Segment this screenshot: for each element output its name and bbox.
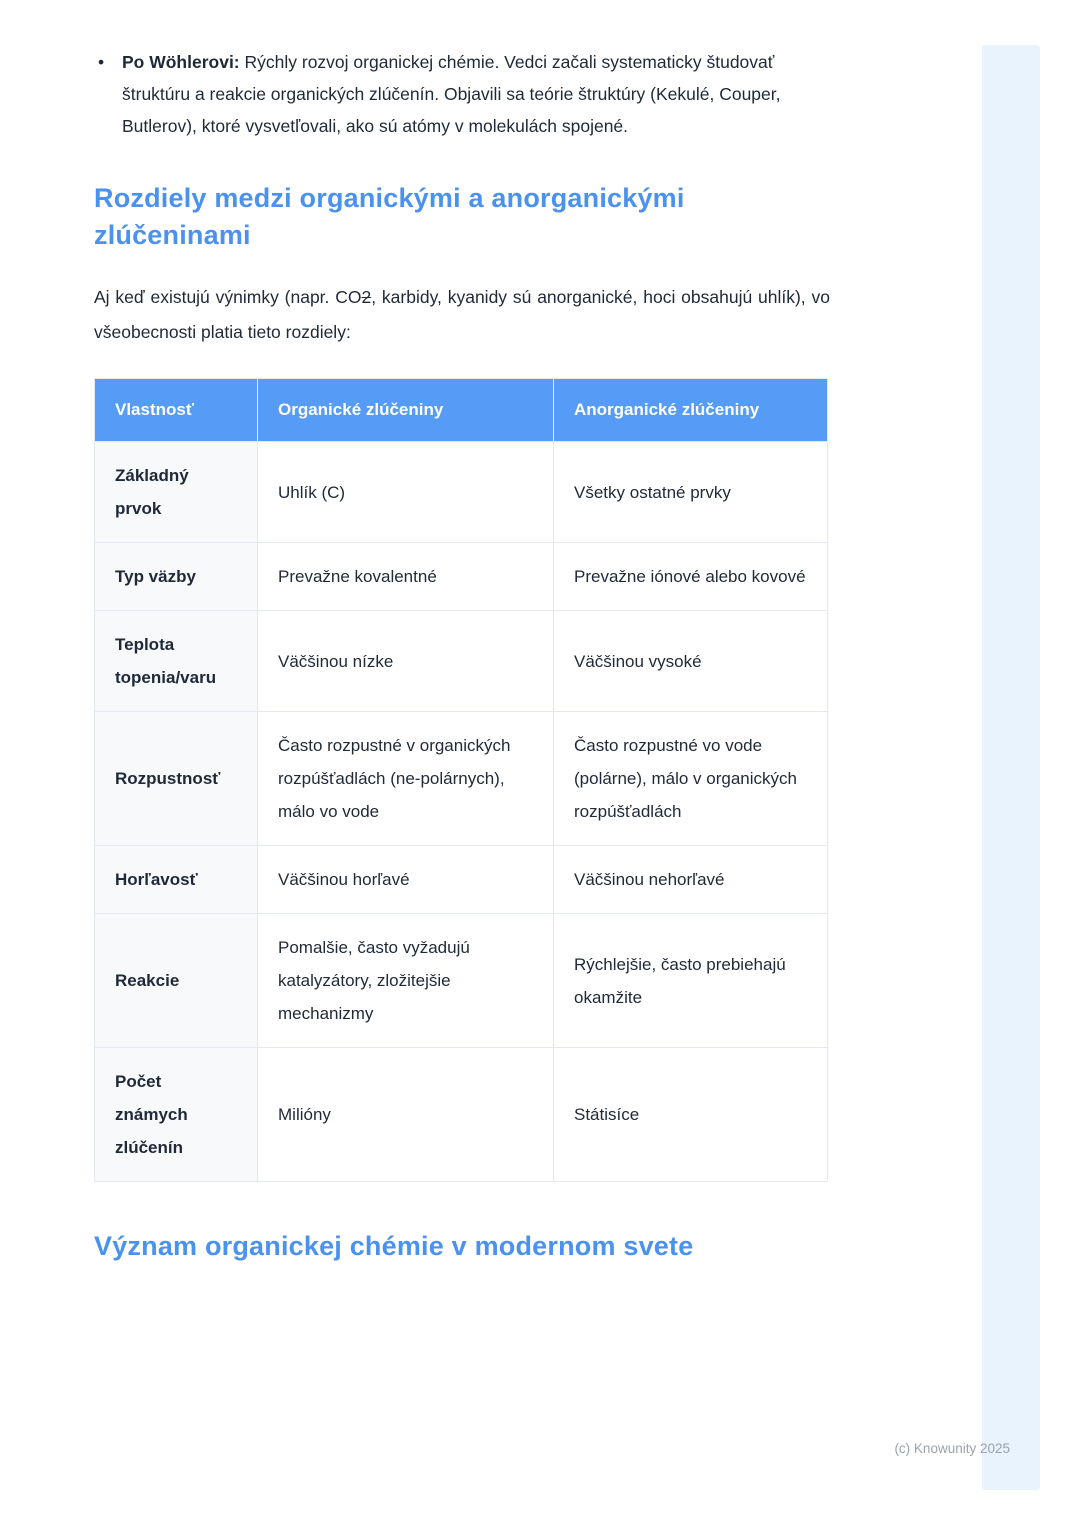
row-organic: Často rozpustné v organických rozpúšťadlách (ne-polárnych), málo vo vode [258,712,554,846]
row-inorganic: Státisíce [554,1048,828,1182]
bullet-text: Rýchly rozvoj organickej chémie. Vedci začali systematicky študovať štruktúru a reakcie organických zlúčenín. Objavili sa teórie štruktúry (Kekulé, Couper, Butlerov), ktoré vysvetľovali, ako sú atómy v molekulách spojené. [122,52,781,136]
table-row [95,1048,828,1182]
row-organic: Prevažne kovalentné [258,543,554,611]
row-property: Základný prvok [95,442,258,543]
table-row [95,846,828,914]
footer-copyright: (c) Knowunity 2025 [894,1441,1010,1456]
row-property: Typ väzby [95,543,258,611]
row-organic: Pomalšie, často vyžadujú katalyzátory, zložitejšie mechanizmy [258,914,554,1048]
table-row [95,712,828,846]
row-property: Horľavosť [95,846,258,914]
bullet-lead: Po Wöhlerovi: [122,52,240,72]
row-property: Počet známych zlúčenín [95,1048,258,1182]
row-inorganic: Prevažne iónové alebo kovové [554,543,828,611]
row-inorganic: Väčšinou vysoké [554,611,828,712]
table-row [95,543,828,611]
intro-text-pre: Aj keď existujú výnimky (napr. CO [94,287,362,307]
row-inorganic: Väčšinou nehorľavé [554,846,828,914]
table-header-inorganic: Anorganické zlúčeniny [554,379,828,442]
row-property: Rozpustnosť [95,712,258,846]
row-property: Reakcie [95,914,258,1048]
table-row [95,442,828,543]
table-row [95,914,828,1048]
document-content [94,46,830,1265]
comparison-table [94,378,828,1182]
row-organic: Väčšinou horľavé [258,846,554,914]
section-heading-differences: Rozdiely medzi organickými a anorganickými zlúčeninami [94,183,685,250]
row-organic: Väčšinou nízke [258,611,554,712]
bullet-item-po-wohlerovi [94,46,830,142]
row-organic: Uhlík (C) [258,442,554,543]
side-strip [982,45,1040,1490]
row-inorganic: Rýchlejšie, často prebiehajú okamžite [554,914,828,1048]
row-property: Teplota topenia/varu [95,611,258,712]
table-row [95,611,828,712]
intro-text-post: , karbidy, kyanidy sú anorganické, hoci obsahujú uhlík), vo všeobecnosti platia tieto rozdiely: [94,287,830,342]
row-inorganic: Často rozpustné vo vode (polárne), málo v organických rozpúšťadlách [554,712,828,846]
co2-subscript: 2 [361,287,372,307]
row-inorganic: Všetky ostatné prvky [554,442,828,543]
bullet-marker: • [98,52,105,72]
bullet-list [94,46,830,142]
intro-paragraph [94,280,830,350]
table-header-property: Vlastnosť [95,379,258,442]
table-header-row [95,379,828,442]
section-heading-importance: Význam organickej chémie v modernom svete [94,1231,694,1261]
row-organic: Milióny [258,1048,554,1182]
table-header-organic: Organické zlúčeniny [258,379,554,442]
